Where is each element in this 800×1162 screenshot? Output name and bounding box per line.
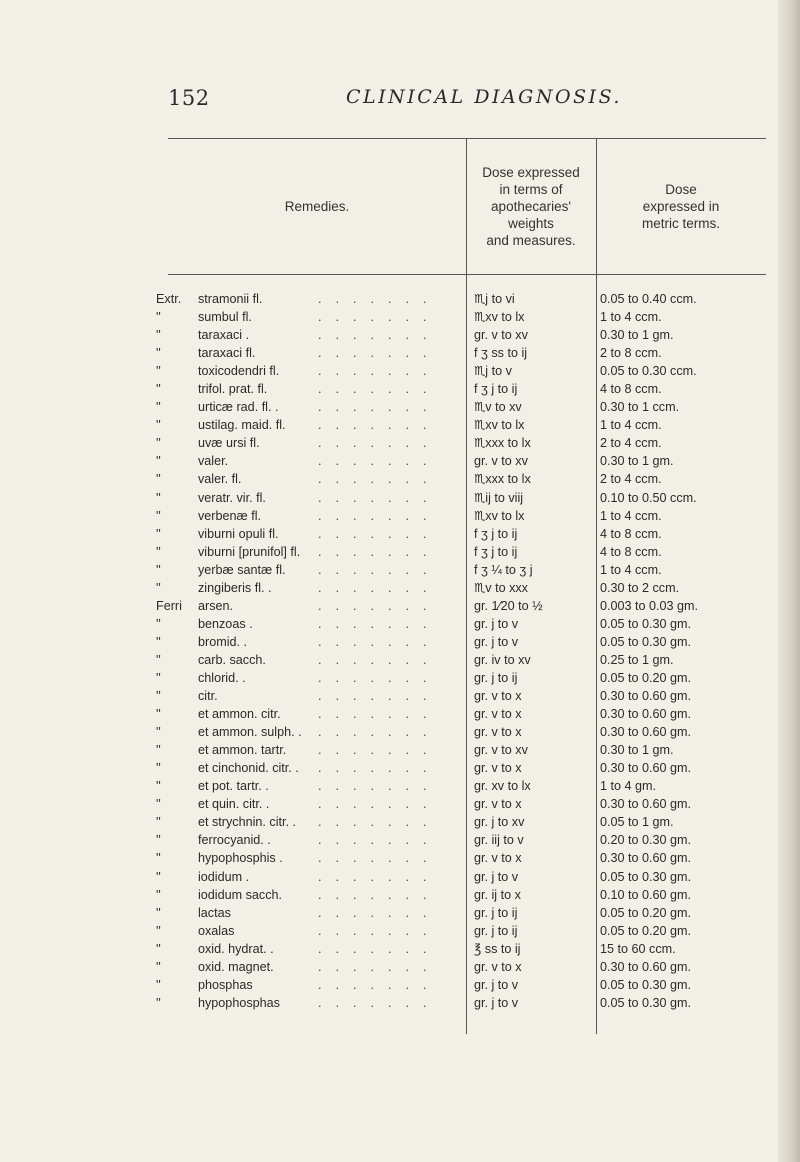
column-header-metric (596, 138, 766, 274)
metric-dose: 0.05 to 0.20 gm. (600, 905, 692, 920)
remedy-name: uvæ ursi fl. (198, 436, 260, 451)
leader-dots: ....... (318, 634, 441, 649)
table-row (156, 831, 766, 849)
metric-dose: 0.30 to 1 ccm. (600, 400, 680, 415)
apothecary-dose: f ʒ ss to ij (474, 346, 528, 361)
metric-dose: 0.30 to 0.60 gm. (600, 959, 692, 974)
remedy-name: hypophosphas (198, 995, 280, 1010)
leader-dots: ....... (318, 797, 441, 812)
column-header-metric-label: Dose expressed in metric terms. (641, 181, 720, 231)
metric-dose: 4 to 8 ccm. (600, 526, 662, 541)
row-prefix: '' (156, 562, 161, 577)
apothecary-dose: ♏ij to viij (474, 490, 524, 505)
metric-dose: 0.30 to 0.60 gm. (600, 797, 692, 812)
metric-dose: 1 to 4 ccm. (600, 562, 662, 577)
row-prefix: Extr. (156, 292, 182, 306)
running-head: CLINICAL DIAGNOSIS. (346, 86, 622, 108)
row-prefix: '' (156, 725, 161, 740)
row-prefix: '' (156, 310, 161, 325)
leader-dots: ....... (318, 346, 441, 361)
table-row (156, 470, 766, 488)
remedy-name: valer. (198, 454, 229, 469)
row-prefix: '' (156, 400, 161, 415)
remedy-name: ustilag. maid. fl. (198, 418, 286, 433)
row-prefix: '' (156, 995, 161, 1010)
table-row (156, 380, 766, 398)
apothecary-dose: gr. v to x (474, 959, 522, 974)
table-row (156, 849, 766, 867)
row-prefix: '' (156, 436, 161, 451)
apothecary-dose: f ʒ ¼ to ʒ j (474, 562, 533, 577)
apothecary-dose: gr. j to ij (474, 905, 518, 920)
metric-dose: 2 to 4 ccm. (600, 472, 662, 487)
remedy-name: zingiberis fl. . (198, 580, 272, 595)
remedy-name: valer. fl. (198, 472, 242, 487)
remedy-name: carb. sacch. (198, 652, 266, 667)
metric-dose: 0.05 to 0.30 gm. (600, 977, 692, 992)
apothecary-dose: gr. j to v (474, 977, 519, 992)
apothecary-dose: gr. v to xv (474, 743, 528, 758)
leader-dots: ....... (318, 851, 441, 866)
row-prefix: '' (156, 616, 161, 631)
apothecary-dose: gr. v to xv (474, 454, 528, 469)
apothecary-dose: ♏j to vi (474, 292, 515, 306)
metric-dose: 0.30 to 0.60 gm. (600, 851, 692, 866)
metric-dose: 0.003 to 0.03 gm. (600, 598, 699, 613)
leader-dots: ....... (318, 977, 441, 992)
leader-dots: ....... (318, 454, 441, 469)
table-row (156, 416, 766, 434)
leader-dots: ....... (318, 292, 441, 306)
table-row (156, 723, 766, 741)
apothecary-dose: ♏j to v (474, 364, 512, 379)
apothecary-dose: f ʒ j to ij (474, 544, 518, 559)
leader-dots: ....... (318, 707, 441, 722)
remedy-name: arsen. (198, 598, 234, 613)
row-prefix: '' (156, 346, 161, 361)
leader-dots: ....... (318, 490, 441, 505)
leader-dots: ....... (318, 472, 441, 487)
remedy-name: et quin. citr. . (198, 797, 270, 812)
remedy-name: lactas (198, 905, 231, 920)
metric-dose: 0.05 to 0.30 gm. (600, 634, 692, 649)
remedy-name: stramonii fl. (198, 292, 263, 306)
leader-dots: ....... (318, 725, 441, 740)
row-prefix: '' (156, 869, 161, 884)
remedy-name: iodidum sacch. (198, 887, 282, 902)
table-row (156, 687, 766, 705)
metric-dose: 1 to 4 ccm. (600, 508, 662, 523)
leader-dots: ....... (318, 887, 441, 902)
remedy-name: bromid. . (198, 634, 247, 649)
apothecary-dose: gr. v to x (474, 707, 522, 722)
apothecary-dose: gr. j to v (474, 634, 519, 649)
metric-dose: 0.30 to 1 gm. (600, 454, 674, 469)
row-prefix: '' (156, 977, 161, 992)
row-prefix: '' (156, 923, 161, 938)
row-prefix: '' (156, 833, 161, 848)
apothecary-dose: gr. ij to x (474, 887, 521, 902)
table-body (156, 290, 766, 1012)
leader-dots: ....... (318, 310, 441, 325)
apothecary-dose: gr. j to v (474, 616, 519, 631)
apothecary-dose: gr. j to ij (474, 923, 518, 938)
table-row (156, 868, 766, 886)
metric-dose: 1 to 4 ccm. (600, 418, 662, 433)
leader-dots: ....... (318, 526, 441, 541)
table-row (156, 759, 766, 777)
apothecary-dose: gr. xv to lx (474, 779, 531, 794)
metric-dose: 0.05 to 0.20 gm. (600, 923, 692, 938)
remedy-name: et ammon. citr. (198, 707, 281, 722)
remedy-name: oxid. magnet. (198, 959, 274, 974)
metric-dose: 0.10 to 0.50 ccm. (600, 490, 697, 505)
leader-dots: ....... (318, 562, 441, 577)
page-edge-shadow (778, 0, 800, 1162)
apothecary-dose: gr. j to ij (474, 670, 518, 685)
apothecary-dose: gr. iij to v (474, 833, 524, 848)
row-prefix: '' (156, 815, 161, 830)
row-prefix: '' (156, 670, 161, 685)
remedy-name: phosphas (198, 977, 253, 992)
apothecary-dose: f ʒ j to ij (474, 382, 518, 397)
table-row (156, 651, 766, 669)
metric-dose: 0.30 to 2 ccm. (600, 580, 680, 595)
row-prefix: '' (156, 508, 161, 523)
metric-dose: 0.05 to 0.20 gm. (600, 670, 692, 685)
row-prefix: '' (156, 905, 161, 920)
row-prefix: '' (156, 652, 161, 667)
leader-dots: ....... (318, 544, 441, 559)
table-row (156, 452, 766, 470)
table-row (156, 362, 766, 380)
leader-dots: ....... (318, 995, 441, 1010)
row-prefix: '' (156, 472, 161, 487)
table-row (156, 543, 766, 561)
remedy-name: et cinchonid. citr. . (198, 761, 299, 776)
apothecary-dose: ℥ ss to ij (474, 941, 521, 956)
leader-dots: ....... (318, 652, 441, 667)
metric-dose: 0.30 to 0.60 gm. (600, 725, 692, 740)
row-prefix: '' (156, 941, 161, 956)
apothecary-dose: gr. j to v (474, 869, 519, 884)
metric-dose: 15 to 60 ccm. (600, 941, 676, 956)
remedy-name: veratr. vir. fl. (198, 490, 266, 505)
remedy-name: et pot. tartr. . (198, 779, 269, 794)
leader-dots: ....... (318, 400, 441, 415)
remedy-name: taraxaci fl. (198, 346, 256, 361)
table-row (156, 741, 766, 759)
remedy-name: et ammon. tartr. (198, 743, 287, 758)
row-prefix: '' (156, 779, 161, 794)
row-prefix: '' (156, 364, 161, 379)
leader-dots: ....... (318, 508, 441, 523)
row-prefix: '' (156, 418, 161, 433)
metric-dose: 4 to 8 ccm. (600, 544, 662, 559)
row-prefix: '' (156, 959, 161, 974)
apothecary-dose: gr. iv to xv (474, 652, 531, 667)
leader-dots: ....... (318, 436, 441, 451)
leader-dots: ....... (318, 869, 441, 884)
metric-dose: 2 to 8 ccm. (600, 346, 662, 361)
table-row (156, 705, 766, 723)
metric-dose: 0.20 to 0.30 gm. (600, 833, 692, 848)
remedy-name: benzoas . (198, 616, 253, 631)
leader-dots: ....... (318, 959, 441, 974)
leader-dots: ....... (318, 833, 441, 848)
column-header-remedies (168, 138, 466, 274)
table-row (156, 489, 766, 507)
metric-dose: 0.30 to 0.60 gm. (600, 689, 692, 704)
table-row (156, 976, 766, 994)
remedy-name: hypophosphis . (198, 851, 283, 866)
remedy-name: et strychnin. citr. . (198, 815, 296, 830)
row-prefix: '' (156, 707, 161, 722)
table-row (156, 434, 766, 452)
column-header-remedies-label: Remedies. (284, 198, 350, 214)
leader-dots: ....... (318, 905, 441, 920)
apothecary-dose: gr. 1⁄20 to ½ (474, 598, 543, 613)
leader-dots: ....... (318, 382, 441, 397)
apothecary-dose: ♏v to xxx (474, 580, 528, 595)
metric-dose: 0.30 to 1 gm. (600, 743, 674, 758)
remedy-name: citr. (198, 689, 218, 704)
apothecary-dose: ♏xxx to lx (474, 436, 531, 451)
remedy-name: urticæ rad. fl. . (198, 400, 279, 415)
remedy-name: toxicodendri fl. (198, 364, 280, 379)
metric-dose: 0.30 to 0.60 gm. (600, 707, 692, 722)
table-row (156, 633, 766, 651)
table-row (156, 795, 766, 813)
apothecary-dose: ♏xxx to lx (474, 472, 531, 487)
row-prefix: '' (156, 490, 161, 505)
metric-dose: 1 to 4 gm. (600, 779, 657, 794)
remedy-name: iodidum . (198, 869, 250, 884)
leader-dots: ....... (318, 815, 441, 830)
metric-dose: 0.30 to 1 gm. (600, 328, 674, 343)
table-row (156, 994, 766, 1012)
metric-dose: 0.05 to 0.30 ccm. (600, 364, 697, 379)
table-row (156, 525, 766, 543)
metric-dose: 0.05 to 0.30 gm. (600, 995, 692, 1010)
leader-dots: ....... (318, 598, 441, 613)
leader-dots: ....... (318, 670, 441, 685)
leader-dots: ....... (318, 418, 441, 433)
remedy-name: verbenæ fl. (198, 508, 261, 523)
remedy-name: ferrocyanid. . (198, 833, 271, 848)
remedy-name: viburni opuli fl. (198, 526, 279, 541)
remedy-name: taraxaci . (198, 328, 250, 343)
apothecary-dose: gr. v to x (474, 761, 522, 776)
page-header (168, 86, 768, 116)
table-row (156, 326, 766, 344)
table-row (156, 669, 766, 687)
table-row (156, 958, 766, 976)
remedy-name: et ammon. sulph. . (198, 725, 302, 740)
remedy-name: oxalas (198, 923, 235, 938)
table-row (156, 777, 766, 795)
remedy-name: trifol. prat. fl. (198, 382, 268, 397)
table-row (156, 886, 766, 904)
leader-dots: ....... (318, 689, 441, 704)
leader-dots: ....... (318, 328, 441, 343)
table-row (156, 507, 766, 525)
leader-dots: ....... (318, 779, 441, 794)
row-prefix: '' (156, 689, 161, 704)
row-prefix: '' (156, 887, 161, 902)
row-prefix: '' (156, 851, 161, 866)
table-header-rule (168, 274, 766, 275)
apothecary-dose: gr. v to x (474, 797, 522, 812)
metric-dose: 0.05 to 1 gm. (600, 815, 674, 830)
row-prefix: '' (156, 526, 161, 541)
metric-dose: 0.30 to 0.60 gm. (600, 761, 692, 776)
metric-dose: 0.10 to 0.60 gm. (600, 887, 692, 902)
apothecary-dose: gr. j to xv (474, 815, 525, 830)
apothecary-dose: gr. v to x (474, 689, 522, 704)
apothecary-dose: ♏xv to lx (474, 418, 525, 433)
row-prefix: '' (156, 544, 161, 559)
remedy-name: chlorid. . (198, 670, 246, 685)
leader-dots: ....... (318, 923, 441, 938)
metric-dose: 0.25 to 1 gm. (600, 652, 674, 667)
row-prefix: '' (156, 634, 161, 649)
table-row (156, 597, 766, 615)
table-row (156, 813, 766, 831)
table-row (156, 344, 766, 362)
column-header-apothecaries (466, 138, 596, 274)
apothecary-dose: ♏xv to lx (474, 508, 525, 523)
row-prefix: '' (156, 328, 161, 343)
row-prefix: Ferri (156, 598, 182, 613)
metric-dose: 0.05 to 0.30 gm. (600, 616, 692, 631)
page-number: 152 (168, 86, 210, 110)
row-prefix: '' (156, 580, 161, 595)
row-prefix: '' (156, 797, 161, 812)
apothecary-dose: ♏v to xv (474, 400, 522, 415)
table-row (156, 904, 766, 922)
row-prefix: '' (156, 761, 161, 776)
metric-dose: 2 to 4 ccm. (600, 436, 662, 451)
row-prefix: '' (156, 382, 161, 397)
leader-dots: ....... (318, 941, 441, 956)
apothecary-dose: gr. j to v (474, 995, 519, 1010)
table-row (156, 922, 766, 940)
leader-dots: ....... (318, 580, 441, 595)
remedy-name: oxid. hydrat. . (198, 941, 274, 956)
apothecary-dose: gr. v to xv (474, 328, 528, 343)
table-row (156, 308, 766, 326)
column-header-apothecaries-label: Dose expressed in terms of apothecaries' weights and measures. (482, 164, 580, 248)
remedy-name: viburni [prunifol] fl. (198, 544, 301, 559)
apothecary-dose: gr. v to x (474, 851, 522, 866)
remedy-name: yerbæ santæ fl. (198, 562, 286, 577)
table-row (156, 940, 766, 958)
row-prefix: '' (156, 454, 161, 469)
table-row (156, 398, 766, 416)
metric-dose: 0.05 to 0.40 ccm. (600, 292, 697, 306)
leader-dots: ....... (318, 364, 441, 379)
metric-dose: 0.05 to 0.30 gm. (600, 869, 692, 884)
metric-dose: 4 to 8 ccm. (600, 382, 662, 397)
leader-dots: ....... (318, 743, 441, 758)
table-row (156, 290, 766, 308)
table-row (156, 579, 766, 597)
row-prefix: '' (156, 743, 161, 758)
metric-dose: 1 to 4 ccm. (600, 310, 662, 325)
table-row (156, 561, 766, 579)
leader-dots: ....... (318, 761, 441, 776)
apothecary-dose: gr. v to x (474, 725, 522, 740)
apothecary-dose: f ʒ j to ij (474, 526, 518, 541)
remedy-name: sumbul fl. (198, 310, 252, 325)
table-row (156, 615, 766, 633)
leader-dots: ....... (318, 616, 441, 631)
apothecary-dose: ♏xv to lx (474, 310, 525, 325)
